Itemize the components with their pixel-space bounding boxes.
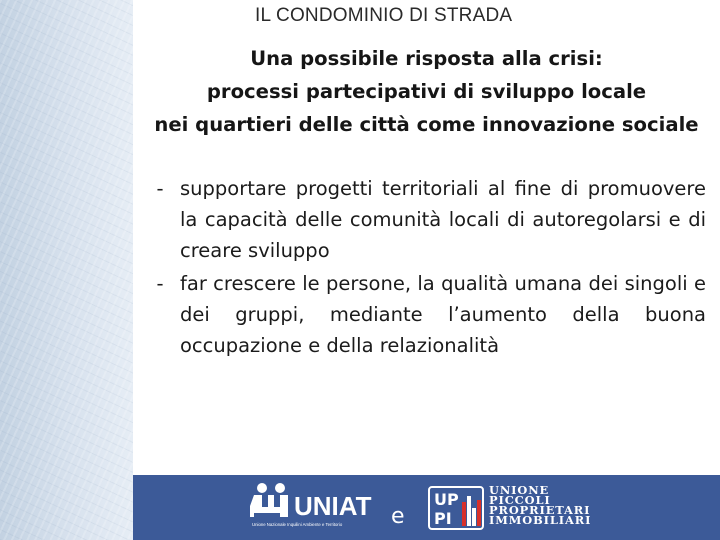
connector-text: e bbox=[391, 504, 405, 529]
headline-line: Una possibile risposta alla crisi: bbox=[250, 47, 603, 70]
page-title: IL CONDOMINIO DI STRADA bbox=[255, 5, 513, 26]
uppi-word: UNIONE bbox=[489, 483, 550, 497]
headline-line: processi partecipativi di sviluppo locale bbox=[206, 80, 647, 103]
bullet-text: far crescere le persone, la qualità umana dei singoli e dei gruppi, mediante l’aumento della buona occupazione e della relazionalità bbox=[180, 272, 706, 357]
uniat-wordmark: UNIAT bbox=[294, 491, 372, 521]
uppi-monogram-icon bbox=[429, 487, 483, 529]
uniat-logo bbox=[250, 481, 385, 529]
headline-line: nei quartieri delle città come innovazione sociale bbox=[154, 113, 699, 136]
uppi-word: IMMOBILIARI bbox=[489, 513, 592, 527]
bullet-marker: - bbox=[156, 177, 164, 200]
two-people-figures-icon bbox=[250, 483, 288, 517]
uppi-wordmark bbox=[489, 485, 591, 525]
headline bbox=[133, 42, 720, 141]
uppi-word: PICCOLI bbox=[489, 493, 551, 507]
uniat-tagline: Unione Nazionale Inquilini Ambiente e Territorio bbox=[252, 522, 343, 527]
bullet-marker: - bbox=[156, 272, 164, 295]
uppi-monogram-bottom: PI bbox=[434, 509, 452, 528]
bullet-list bbox=[140, 173, 706, 361]
decorative-side-band bbox=[0, 0, 133, 540]
list-item bbox=[140, 268, 706, 361]
list-item bbox=[140, 173, 706, 266]
bullet-text: supportare progetti territoriali al fine di promuovere la capacità delle comunità locali di autoregolarsi e di creare sviluppo bbox=[180, 177, 706, 262]
uppi-monogram-top: UP bbox=[434, 490, 459, 509]
footer-bar bbox=[133, 475, 720, 540]
uppi-word: PROPRIETARI bbox=[489, 503, 591, 517]
